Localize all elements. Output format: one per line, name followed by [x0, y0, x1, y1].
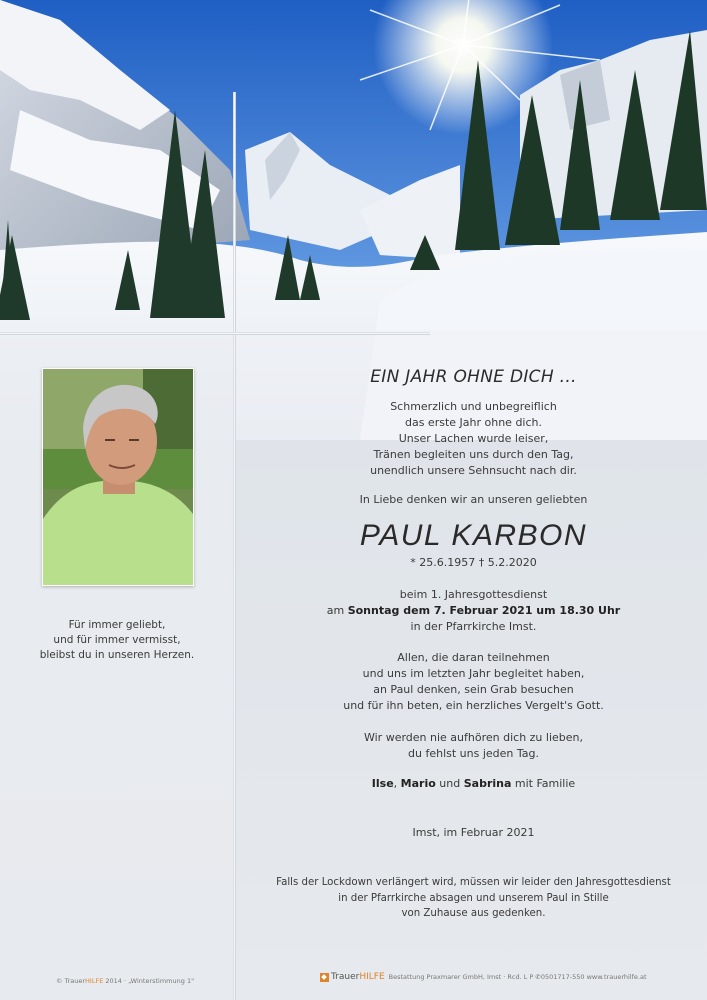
service-location: in der Pfarrkirche Imst.	[410, 620, 537, 633]
footer-copyright	[56, 977, 194, 985]
family-suffix: mit Familie	[511, 777, 576, 790]
lockdown-line: von Zuhause aus gedenken.	[401, 908, 546, 919]
service-date-line	[240, 603, 707, 619]
cross-vertical-bar	[233, 92, 236, 1000]
thanks-text	[240, 650, 707, 714]
family-sep: und	[435, 777, 464, 790]
thanks-line: und für ihn beten, ein herzliches Vergelt's Gott.	[343, 699, 604, 712]
footer-brand: HILFE	[85, 977, 104, 985]
lockdown-notice	[240, 875, 707, 922]
cross-horizontal-bar	[0, 332, 430, 335]
footer-brand-b: HILFE	[359, 972, 385, 982]
thanks-line: an Paul denken, sein Grab besuchen	[373, 683, 574, 696]
family-name-1: Ilse	[371, 777, 394, 790]
heading: EIN JAHR OHNE DICH ...	[370, 367, 577, 387]
trauerhilfe-logo-icon	[320, 973, 329, 982]
footer-undertaker	[320, 972, 647, 982]
poem-line: das erste Jahr ohne dich.	[404, 416, 543, 429]
service-line: beim 1. Jahresgottesdienst	[399, 588, 548, 601]
forever-line: du fehlst uns jeden Tag.	[408, 747, 539, 760]
life-dates: * 25.6.1957 † 5.2.2020	[410, 556, 537, 569]
family-name-2: Mario	[400, 777, 436, 790]
poem-line: Schmerzlich und unbegreiflich	[390, 400, 557, 413]
family-signature	[240, 777, 707, 790]
poem-line: Unser Lachen wurde leiser,	[398, 432, 549, 445]
footer-copyright-suffix: 2014 · „Winterstimmung 1"	[103, 977, 195, 985]
left-verse	[0, 618, 234, 663]
footer-meta: Bestattung Praxmarer GmbH, Imst · Rcd. L P ✆0501717-550 www.trauerhilfe.at	[388, 973, 647, 981]
family-name-3: Sabrina	[463, 777, 512, 790]
footer-brand-a: Trauer	[331, 972, 360, 982]
poem-line: unendlich unsere Sehnsucht nach dir.	[370, 464, 577, 477]
forever-line: Wir werden nie aufhören dich zu lieben,	[363, 731, 583, 744]
footer-copyright-prefix: © Trauer	[56, 977, 86, 985]
left-verse-line: Für immer geliebt,	[68, 619, 166, 631]
service-date: Sonntag dem 7. Februar 2021 um 18.30 Uhr	[347, 604, 621, 617]
thanks-line: Allen, die daran teilnehmen	[397, 651, 550, 664]
lockdown-line: Falls der Lockdown verlängert wird, müssen wir leider den Jahresgottesdienst	[276, 877, 671, 888]
left-verse-line: bleibst du in unseren Herzen.	[39, 649, 195, 661]
footer-brand-name	[331, 972, 385, 982]
service-prefix: am	[326, 604, 348, 617]
lockdown-line: in der Pfarrkirche absagen und unserem Paul in Stille	[338, 892, 609, 904]
portrait-photo	[42, 368, 194, 586]
place-date: Imst, im Februar 2021	[412, 826, 535, 839]
service-info	[240, 587, 707, 635]
forever-text	[240, 730, 707, 762]
left-verse-line: und für immer vermisst,	[53, 634, 181, 646]
poem	[240, 399, 707, 479]
family-sep: ,	[393, 777, 401, 790]
poem-line: Tränen begleiten uns durch den Tag,	[373, 448, 574, 461]
deceased-name: PAUL KARBON	[359, 519, 588, 552]
intro-text: In Liebe denken wir an unseren geliebten	[359, 493, 588, 506]
thanks-line: und uns im letzten Jahr begleitet haben,	[362, 667, 585, 680]
